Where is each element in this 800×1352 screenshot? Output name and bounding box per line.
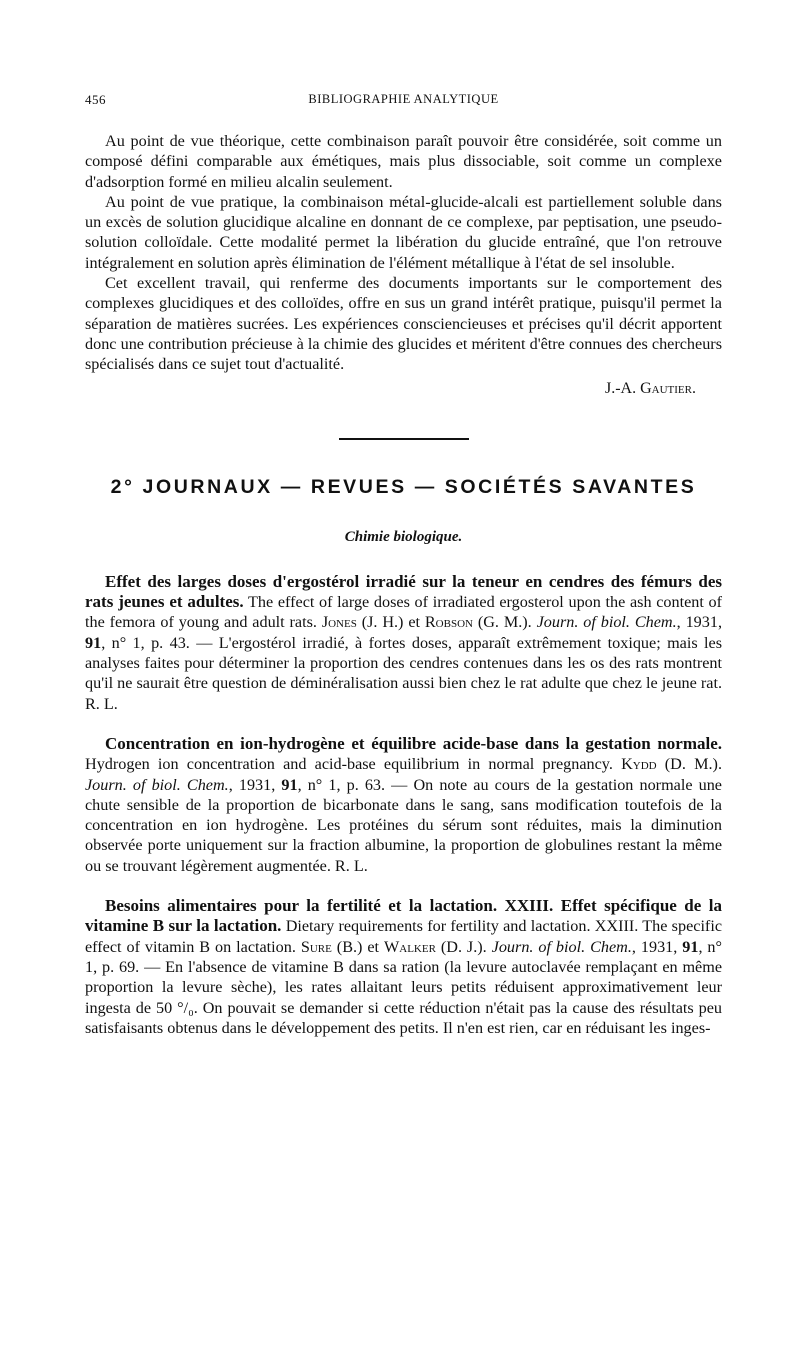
entry-title: Effet des larges doses d'ergostérol irradié sur la teneur en cendres des fémurs des rats jeunes et adultes. <box>85 571 722 612</box>
review-signature: J.-A. Gautier. <box>605 379 696 397</box>
entry-citation: Dietary requirements for fertility and lactation. XXIII. The specific effect of vitamin B on lactation. <box>85 917 723 956</box>
entry-abstract: On note au cours de la gestation normale une chute sensible de la proportion de bicarbonate dans le sang, sans modification toutefois de la concentration en ion hydrogène. Les protéines du sérum sont réduites, mais la diminution observée porte uniquement sur la fraction albumine, la proportion de globulines restant la même ou se trouvant légèrement augmentée. <box>85 775 722 875</box>
journal-volume: 91 <box>682 937 699 956</box>
abstract-entry <box>85 572 722 714</box>
review-paragraph: Cet excellent travail, qui renferme des documents importants sur le comportement des complexes glucidiques et des colloïdes, offre en sus un grand intérêt pratique, puisqu'il permet la séparation de matières sucrées. Les expériences consciencieuses et précises qu'il décrit apportent donc une contribution précieuse à la chimie des glucides et méritent d'être connues des chercheurs spécialisés dans ce sujet tout d'actualité. <box>85 274 722 374</box>
author-name: Kydd <box>621 755 657 774</box>
journal-issue: , n° 1, p. 43. — <box>101 633 219 652</box>
entry-abstract: L'ergostérol irradié, à fortes doses, apparaît extrêmement toxique; mais les analyses faites pour déterminer la proportion des cendres contenues dans les os des rats montrent qu'il ne saurait être question de déminéralisation aussi bien chez le rat adulte que chez le jeune rat. <box>85 633 722 693</box>
journal-name: Journ. of biol. Chem. <box>85 775 229 794</box>
entry-abstract: En l'absence de vitamine B dans sa ration (la levure autoclavée remplaçant en même proportion la levure sèche), les rates allaitant leurs petits réduisent approximativement leur ingesta de 50 °/₀. On pouvait se demander si cette réduction n'était pas la cause des résultats peu satisfaisants obtenus dans le développement des petits. Il n'en est rien, car en réduisant les inges- <box>85 957 723 1037</box>
reviewer-initials: R. L. <box>334 856 368 875</box>
journal-year: , 1931, <box>228 775 282 794</box>
journal-year: , 1931, <box>676 613 722 632</box>
review-paragraph: Au point de vue théorique, cette combinaison paraît pouvoir être considérée, soit comme un composé défini comparable aux émétiques, mais plus dissociable, soit comme un complexe d'adsorption formé en milieu alcalin seulement. <box>85 132 722 191</box>
journal-name: Journ. of biol. Chem. <box>536 613 677 632</box>
journal-issue: , n° 1, p. 63. — <box>297 775 414 794</box>
page-header <box>85 92 722 114</box>
subsection-title: Chimie biologique. <box>344 528 463 545</box>
journal-name: Journ. of biol. Chem. <box>491 937 632 956</box>
reviewer-initials: R. L. <box>85 694 118 713</box>
abstract-entry <box>85 896 722 1038</box>
entry-citation: Hydrogen ion concentration and acid-base equilibrium in normal pregnancy. <box>85 755 622 774</box>
journal-issue: , n° 1, p. 69. — <box>85 937 722 976</box>
page-number: 456 <box>85 92 106 107</box>
author-name: Jones <box>321 613 357 632</box>
author-name: Walker <box>383 937 436 956</box>
abstract-entry <box>85 734 722 876</box>
journal-volume: 91 <box>281 775 298 794</box>
section-divider <box>339 438 469 440</box>
document-page <box>85 92 722 1038</box>
running-title: BIBLIOGRAPHIE ANALYTIQUE <box>308 92 499 106</box>
journal-volume: 91 <box>85 633 102 652</box>
author-name: Robson <box>424 613 473 632</box>
author-initials: (J. H.) et <box>356 613 425 632</box>
author-initials: (D. J.). <box>435 937 492 956</box>
author-initials: (D. M.). <box>656 755 722 774</box>
author-initials: (G. M.). <box>472 613 537 632</box>
entry-citation: The effect of large doses of irradiated ergosterol upon the ash content of the femora of young and adult rats. <box>85 593 722 632</box>
entry-title: Concentration en ion-hydrogène et équilibre acide-base dans la gestation normale. <box>105 733 722 753</box>
author-initials: (B.) et <box>331 937 384 956</box>
author-name: Sure <box>300 937 332 956</box>
review-paragraph: Au point de vue pratique, la combinaison métal-glucide-alcali est partiellement soluble dans un excès de solution glucidique alcaline en donnant de ce complexe, par peptisation, une pseudo-solution colloïdale. Cette modalité permet la libération du glucide entraîné, que l'on retrouve intégralement en solution après élimination de l'élément métallique à l'état de sel insoluble. <box>85 192 722 272</box>
section-title: 2° JOURNAUX — REVUES — SOCIÉTÉS SAVANTES <box>110 475 697 498</box>
entry-title: Besoins alimentaires pour la fertilité et la lactation. XXIII. Effet spécifique de la vitamine B sur la lactation. <box>85 896 722 936</box>
journal-year: , 1931, <box>631 937 683 956</box>
review-continuation <box>85 131 722 399</box>
